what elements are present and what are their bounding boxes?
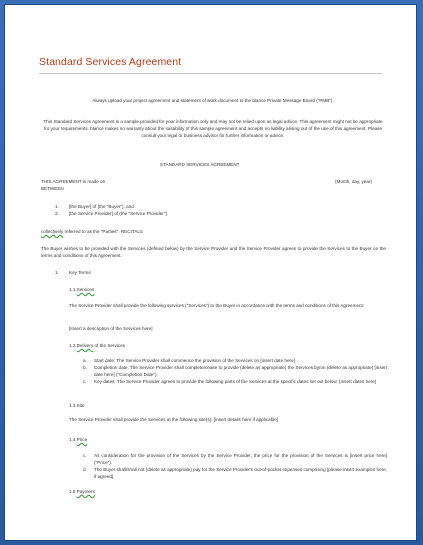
price-label: Price (76, 437, 88, 442)
made-on-label: THIS AGREEMENT is made on (41, 179, 106, 184)
document-page (4, 4, 417, 541)
payment-number: 1.5. (69, 489, 77, 494)
disclaimer-upload: Always upload your project agreement and statement of work document to the blance Private Message Board ("PMB"). (92, 98, 334, 103)
key-terms-heading: Key Terms (69, 270, 91, 275)
site-label: Site (76, 403, 85, 408)
party-2-text: [the Service Provider] of (the "Service Provider"). (69, 211, 169, 216)
document-title: Standard Services Agreement (39, 56, 182, 68)
price-d-text: The Buyer shall/shall not (delete as appropriate) pay for the Service Provider's out-of-pocket expenses comprising [please insert examples here, if agreed]. (94, 467, 387, 479)
delivery-c-number: c. (83, 379, 87, 384)
agreement-heading: STANDARD SERVICES AGREEMENT (160, 162, 240, 167)
site-number: 1.3. (69, 403, 77, 408)
between-label: BETWEEN (41, 186, 64, 191)
price-heading (69, 436, 87, 443)
recitals-paragraph: The Buyer wishes to be provided with the Services (defined below) by the Service Provider and the Service Provider agrees to provide the Services to the Buyer on the terms and conditions of this Agreement. (41, 246, 386, 258)
collectively-line (41, 228, 143, 235)
collectively-rest: referred to as the "Parties". RECITALS (64, 229, 143, 234)
price-number: 1.4. (69, 437, 77, 442)
services-paragraph: The Service Provider shall provide the following services ("Services") to the Buyer in accordance with the terms and conditions of this Agreement: (69, 303, 365, 308)
delivery-heading (69, 342, 125, 349)
price-c-text: As consideration for the provision of the Services by the Service Provider, the price for the provision of the Services is [insert price here] ("Price"). (94, 453, 387, 465)
delivery-b-number: b. (83, 365, 87, 370)
delivery-rest: of the Services (94, 343, 125, 348)
payment-heading (69, 488, 95, 495)
site-heading (69, 402, 85, 409)
delivery-a-number: a. (83, 358, 87, 363)
delivery-c-text: Key dates: The Service Provider agrees to provide the following parts of the Services at the specific dates set out below: [insert dates here] (94, 379, 377, 384)
delivery-label: Delivery (76, 343, 94, 348)
key-terms-number: 1. (55, 270, 59, 275)
delivery-number: 1.2. (69, 343, 77, 348)
delivery-b-text: Completion date: The Service Provider shall complete/cease to provide (delete as appropriate) the Services by/on (delete as appropriate) [insert date here] ("Completion Date"). (94, 365, 387, 377)
collectively-word: collectively (41, 229, 64, 234)
title-divider (39, 73, 382, 74)
services-heading (69, 286, 94, 293)
made-on-date: (Month, day, year) (335, 179, 372, 184)
payment-label: Payment (76, 489, 95, 494)
services-number: 1.1. (69, 287, 77, 292)
services-label: Services (76, 287, 95, 292)
party-1-number: 1. (55, 204, 59, 209)
services-insert: [Insert a description of the Services here] (69, 326, 153, 331)
party-2-number: 2. (55, 211, 59, 216)
site-paragraph: The Service Provider shall provide the Services at the following site(s): [insert details here if applicable] (69, 417, 279, 422)
disclaimer-legal: This Standard Services Agreement is a sample provided for your information only and may not be relied upon as legal advice. This agreement might not be appropriate for your requirements. blance makes no warranty about the suitability of this sample agreement and accepts no liability arising out of the use of this agreement. Please consult your legal or business advisor for further information or advice. (43, 119, 383, 139)
price-d-number: d. (83, 467, 87, 472)
price-c-number: c. (83, 453, 87, 458)
delivery-a-text: Start date: The Service Provider shall commence the provision of the Services on [insert date here]. (94, 358, 297, 363)
party-1-text: [the Buyer] of (the "Buyer"), and (69, 204, 134, 209)
